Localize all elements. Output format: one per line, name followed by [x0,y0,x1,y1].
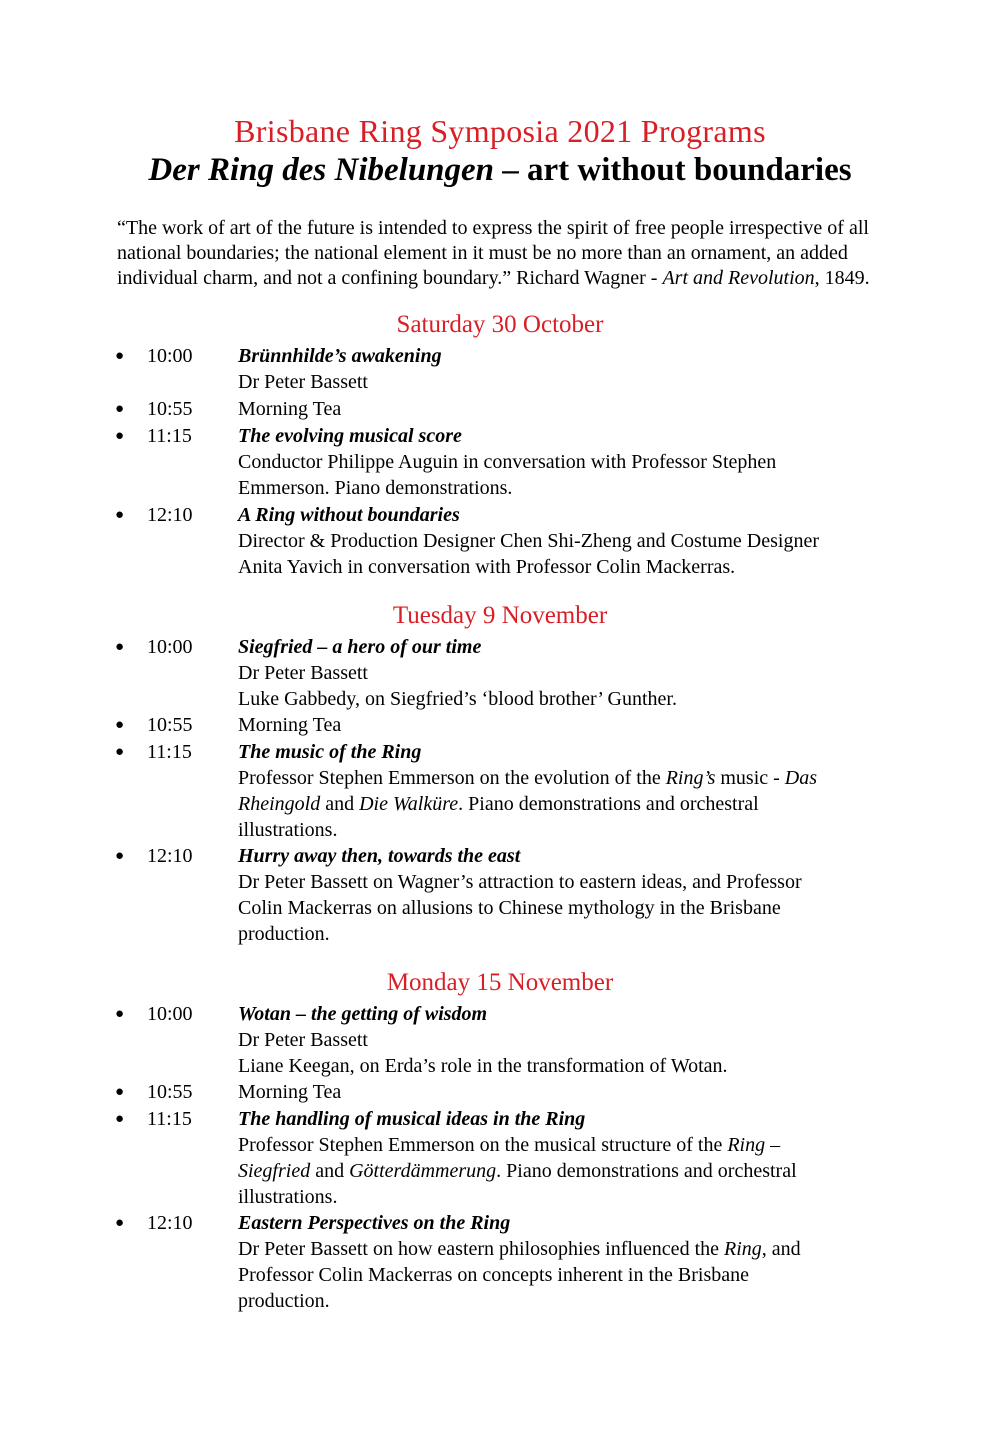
quote-source-title: Art and Revolution [662,267,815,289]
page-title: Brisbane Ring Symposia 2021 Programs [234,113,766,149]
work-title: Götterdämmerung [349,1160,497,1182]
session-body [238,634,898,712]
bullet-icon: ● [115,1215,125,1231]
session-detail-line: Luke Gabbedy, on Siegfried’s ‘blood brother’ Gunther. [238,688,677,710]
work-title: Ring – [727,1134,781,1156]
session-time: 11:15 [147,425,192,447]
session-detail-line [238,1236,898,1262]
session-plain: Morning Tea [238,398,342,420]
session-detail-line: Colin Mackerras on allusions to Chinese mythology in the Brisbane [238,897,781,919]
session-body [238,502,898,580]
session-body [238,343,898,395]
bullet-icon: ● [115,428,125,444]
session-time: 11:15 [147,1108,192,1130]
detail-text: . Piano demonstrations and orchestral [496,1160,797,1182]
session-body [238,1001,898,1079]
detail-text: music - [715,767,785,789]
bullet-icon: ● [115,348,125,364]
session-detail-line: Dr Peter Bassett [238,371,368,393]
detail-text: illustrations. [238,1186,338,1208]
day-heading: Saturday 30 October [396,311,604,338]
detail-text: production. [238,1290,330,1312]
session-title: The evolving musical score [238,425,462,447]
detail-text: Dr Peter Bassett on how eastern philosophies influenced the [238,1238,724,1260]
session-title: Hurry away then, towards the east [238,845,521,867]
session-detail-line [238,817,898,843]
subtitle-italic: Der Ring des Nibelungen [148,152,495,188]
session-detail-line: Liane Keegan, on Erda’s role in the transformation of Wotan. [238,1055,728,1077]
session-body [238,739,898,843]
session-detail-line: Dr Peter Bassett on Wagner’s attraction to eastern ideas, and Professor [238,871,802,893]
detail-text: . Piano demonstrations and orchestral [458,793,759,815]
day-heading: Tuesday 9 November [392,602,608,629]
work-title: Die Walküre [359,793,459,815]
session-time: 10:55 [147,398,193,420]
bullet-icon: ● [115,744,125,760]
session-detail-line [238,1262,898,1288]
session-body [238,843,898,947]
bullet-icon: ● [115,639,125,655]
session-title: A Ring without boundaries [238,504,460,526]
session-time: 10:00 [147,636,193,658]
session-body [238,712,898,738]
session-title: Wotan – the getting of wisdom [238,1003,488,1025]
session-detail-line: Dr Peter Bassett [238,662,368,684]
session-detail-line [238,1288,898,1314]
session-plain: Morning Tea [238,714,342,736]
bullet-icon: ● [115,1111,125,1127]
session-title: The music of the Ring [238,741,422,763]
session-title: Brünnhilde’s awakening [238,345,442,367]
work-title: Ring’s [665,767,716,789]
detail-text: Professor Colin Mackerras on concepts inherent in the Brisbane [238,1264,749,1286]
work-title: Siegfried [238,1160,311,1182]
session-time: 12:10 [147,1212,193,1234]
session-detail-line: production. [238,923,330,945]
bullet-icon: ● [115,1006,125,1022]
day-heading: Monday 15 November [386,969,614,996]
session-title: Eastern Perspectives on the Ring [238,1212,511,1234]
session-detail-line: Anita Yavich in conversation with Professor Colin Mackerras. [238,556,736,578]
detail-text: Professor Stephen Emmerson on the musical structure of the [238,1134,728,1156]
session-time: 10:55 [147,1081,193,1103]
detail-text: Professor Stephen Emmerson on the evolution of the [238,767,666,789]
bullet-icon: ● [115,401,125,417]
session-body [238,396,898,422]
session-time: 10:55 [147,714,193,736]
session-title: The handling of musical ideas in the Ring [238,1108,586,1130]
bullet-icon: ● [115,1084,125,1100]
detail-text: illustrations. [238,819,338,841]
session-time: 12:10 [147,845,193,867]
session-detail-line: Dr Peter Bassett [238,1029,368,1051]
session-time: 10:00 [147,345,193,367]
session-body [238,1210,898,1314]
session-body [238,1106,898,1210]
session-detail-line: Emmerson. Piano demonstrations. [238,477,513,499]
session-body [238,423,898,501]
session-detail-line [238,1184,898,1210]
session-time: 12:10 [147,504,193,526]
session-time: 10:00 [147,1003,193,1025]
bullet-icon: ● [115,507,125,523]
work-title: Ring [724,1238,762,1260]
page-subtitle [0,152,1000,189]
session-detail-line: Conductor Philippe Auguin in conversation with Professor Stephen [238,451,777,473]
session-title: Siegfried – a hero of our time [238,636,482,658]
session-detail-line: Director & Production Designer Chen Shi-Zheng and Costume Designer [238,530,819,552]
session-detail-line [238,1132,898,1158]
session-detail-line [238,791,898,817]
session-detail-line [238,1158,898,1184]
detail-text: and [320,793,360,815]
detail-text: and [310,1160,350,1182]
session-detail-line [238,765,898,791]
bullet-icon: ● [115,848,125,864]
subtitle-rest: – art without boundaries [494,152,852,188]
session-body [238,1079,898,1105]
wagner-quote [117,216,884,291]
quote-line-3-a: individual charm, and not a confining boundary.” Richard Wagner - [117,267,663,289]
work-title: Das [784,767,818,789]
quote-line-3-b: , 1849. [814,267,870,289]
work-title: Rheingold [238,793,321,815]
session-time: 11:15 [147,741,192,763]
session-plain: Morning Tea [238,1081,342,1103]
quote-line-1: “The work of art of the future is intended to express the spirit of free people irrespective of all [117,217,869,239]
detail-text: , and [761,1238,801,1260]
quote-line-3 [117,266,884,291]
bullet-icon: ● [115,717,125,733]
quote-line-2: national boundaries; the national element in it must be no more than an ornament, an added [117,242,848,264]
